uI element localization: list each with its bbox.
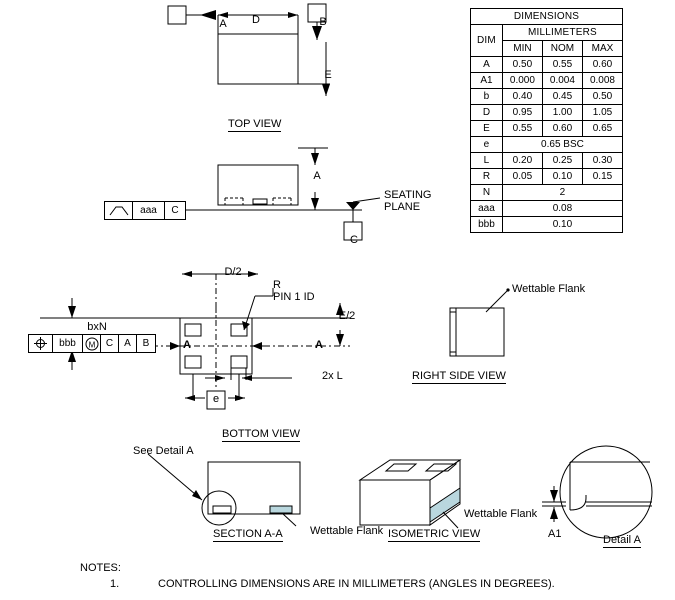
position-tolerance: bbb	[53, 335, 83, 352]
position-datum-b: B	[142, 338, 150, 349]
flatness-symbol-icon	[105, 202, 133, 219]
table-row: N 2	[471, 185, 623, 201]
table-row: e 0.65 BSC	[471, 137, 623, 153]
wettable-flank-label-side: Wettable Flank	[512, 283, 586, 295]
seating-plane-label-line1: SEATING	[384, 189, 432, 201]
mmc-modifier-icon	[83, 335, 101, 352]
table-title: DIMENSIONS	[471, 9, 623, 25]
position-symbol-icon	[29, 335, 53, 352]
table-row: L 0.20 0.25 0.30	[471, 153, 623, 169]
table-col-min: MIN	[502, 41, 542, 57]
flatness-control-frame	[104, 201, 186, 220]
table-col-dim: DIM	[471, 25, 503, 57]
right-side-view-caption: RIGHT SIDE VIEW	[412, 370, 506, 382]
seating-plane-label-line2: PLANE	[384, 201, 421, 213]
section-label-left: A	[183, 339, 191, 351]
dim-r-label: R	[273, 279, 281, 291]
bottom-view-caption: BOTTOM VIEW	[222, 428, 301, 440]
position-datum-c: C	[101, 335, 119, 352]
table-units: MILLIMETERS	[502, 25, 622, 41]
table-row: b 0.40 0.45 0.50	[471, 89, 623, 105]
side-view-drawing	[100, 140, 420, 245]
datum-c-label-side: C	[350, 234, 358, 246]
dim-e2-label: E/2	[338, 310, 356, 322]
datum-b-label-top: B	[319, 16, 327, 28]
table-col-nom: NOM	[542, 41, 582, 57]
dim-2xl-label: 2x L	[322, 370, 343, 382]
note-number: 1.	[110, 578, 120, 590]
dim-a-label-side: A	[313, 170, 321, 182]
top-view-caption: TOP VIEW	[228, 118, 282, 130]
table-col-max: MAX	[582, 41, 622, 57]
isometric-view-caption: ISOMETRIC VIEW	[388, 528, 481, 540]
section-label-right: A	[315, 339, 323, 351]
table-row: R 0.05 0.10 0.15	[471, 169, 623, 185]
wettable-flank-label-iso: Wettable Flank	[464, 508, 538, 520]
pin1-id-label: PIN 1 ID	[273, 291, 315, 303]
table-row: A1 0.000 0.004 0.008	[471, 73, 623, 89]
dim-bxn-label: bxN	[87, 321, 107, 333]
notes-title: NOTES:	[80, 562, 121, 574]
flatness-tolerance: aaa	[133, 202, 165, 219]
datum-a-label-top: A	[219, 18, 227, 30]
dim-d-label-top: D	[252, 14, 260, 26]
table-row: aaa 0.08	[471, 201, 623, 217]
position-datum-a: A	[119, 335, 137, 352]
dim-d2-label: D/2	[224, 266, 242, 278]
table-row: A 0.50 0.55 0.60	[471, 57, 623, 73]
top-view-drawing	[130, 0, 450, 145]
wettable-flank-label-section: Wettable Flank	[310, 525, 384, 537]
flatness-datum: C	[171, 205, 179, 216]
table-row: D 0.95 1.00 1.05	[471, 105, 623, 121]
detail-a-caption: Detail A	[603, 534, 641, 546]
dim-a1-label-detail: A1	[548, 528, 562, 540]
dim-e-pitch-label: e	[212, 393, 220, 405]
note-text: CONTROLLING DIMENSIONS ARE IN MILLIMETERS (ANGLES IN DEGREES).	[158, 578, 555, 590]
dim-e-label-top: E	[324, 69, 332, 81]
dimensions-table	[470, 8, 623, 233]
see-detail-a-label: See Detail A	[133, 445, 194, 457]
table-row: E 0.55 0.60 0.65	[471, 121, 623, 137]
position-control-frame	[28, 334, 156, 353]
section-aa-caption: SECTION A-A	[213, 528, 283, 540]
isometric-view-drawing	[330, 440, 510, 540]
svg-text:M: M	[88, 340, 95, 349]
table-row: bbb 0.10	[471, 217, 623, 233]
